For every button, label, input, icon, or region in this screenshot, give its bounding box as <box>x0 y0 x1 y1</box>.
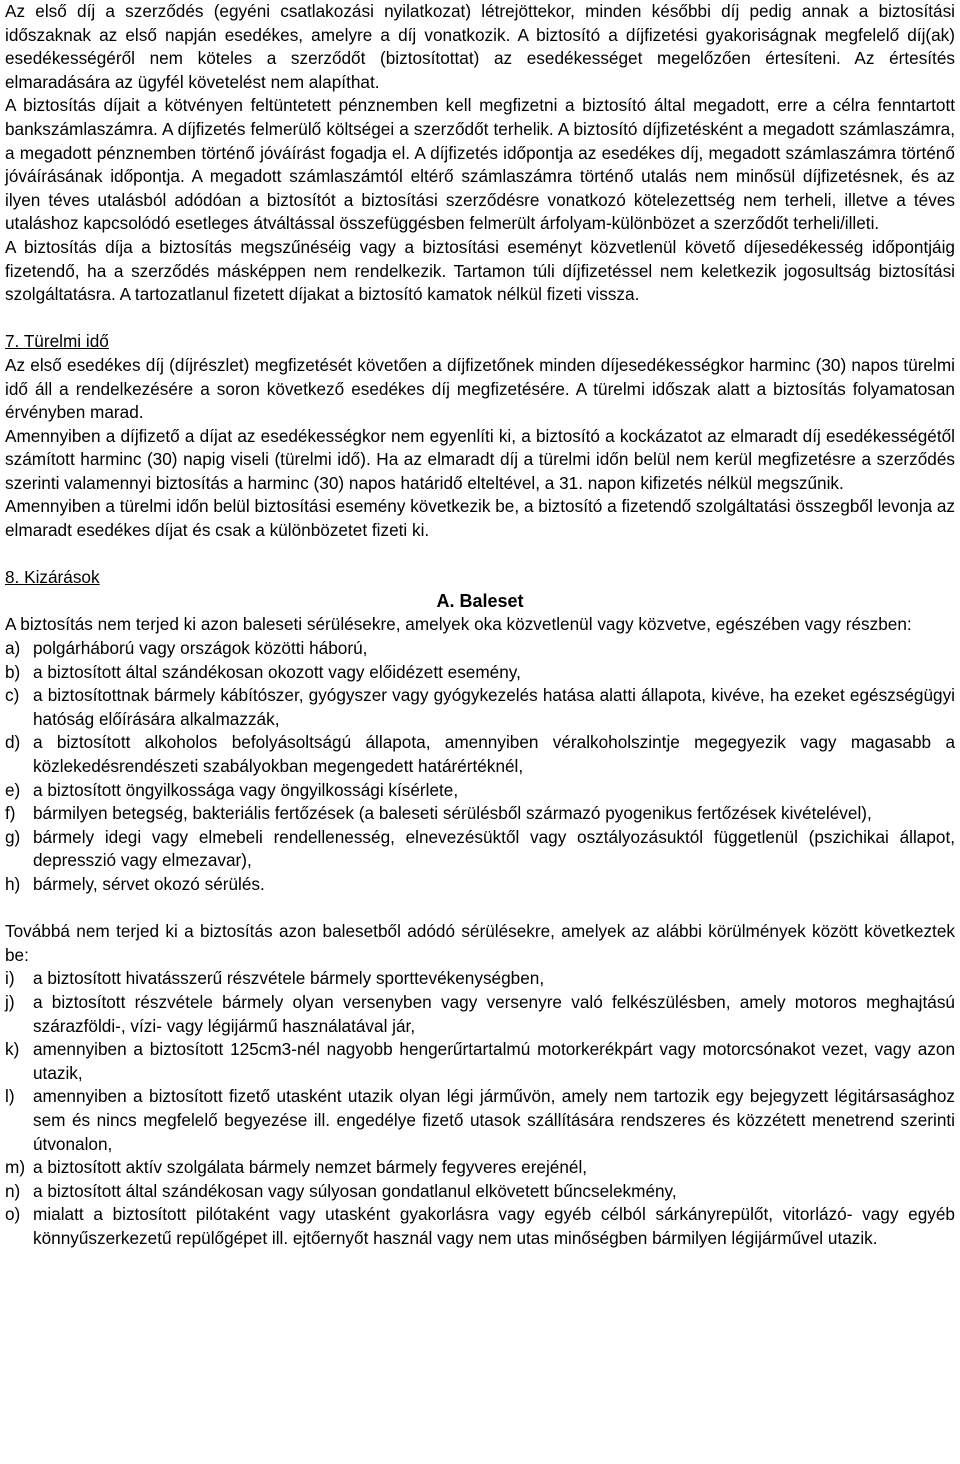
section-title: Türelmi idő <box>23 331 109 352</box>
payment-paragraph-3: A biztosítás díja a biztosítás megszűnéséig vagy a biztosítási eseményt közvetlenül követő díjesedékesség időpontjáig fizetendő, ha a szerződés másképpen nem rendelkezik. Tartamon túli díjfizetéssel nem keletkezik jogosultság biztosítási szolgáltatásra. A tartozatlanul fizetett díjakat a biztosító kamatok nélkül fizeti vissza. <box>5 236 955 305</box>
list-item-text: a biztosított hivatásszerű részvétele bármely sporttevékenységben, <box>33 968 545 989</box>
grace-paragraph-1: Az első esedékes díj (díjrészlet) megfizetését követően a díjfizetőnek minden díjesedékességkor harminc (30) napos türelmi idő áll a rendelkezésére a soron következő esedékes díj megfizetésére. A türelmi időszak alatt a biztosítás folyamatosan érvényben marad. <box>5 354 955 423</box>
list-item <box>5 991 955 1038</box>
exclusion-list-1 <box>5 637 955 897</box>
grace-paragraph-2: Amennyiben a díjfizető a díjat az esedékességkor nem egyenlíti ki, a biztosító a kockázatot az elmaradt díj esedékességétől számított harminc (30) napig viseli (türelmi idő). Ha az elmaradt díj a türelmi időn belül nem kerül megfizetésre a szerződés szerinti valamennyi biztosítás a harminc (30) napos határidő elteltével, a 31. napon kifizetés nélkül megszűnik. <box>5 425 955 493</box>
list-item <box>5 802 955 826</box>
section-heading-grace-text <box>5 331 109 351</box>
list-marker: k) <box>5 1039 20 1060</box>
payment-paragraph-1: Az első díj a szerződés (egyéni csatlakozási nyilatkozat) létrejöttekor, minden későbbi díj pedig annak a biztosítási időszaknak az első napján esedékes, amelyre a díj vonatkozik. A biztosító a díjfizetési gyakoriságnak megfelelő díj(ak) esedékességéről nem köteles a szerződőt (biztosítottat) az esedékességet megelőzően értesíteni. Az értesítés elmaradására az ügyfél követelést nem alapíthat. <box>5 1 955 92</box>
section-number: 8. <box>5 567 20 588</box>
exclusion-list-2 <box>5 967 955 1250</box>
list-item-text: a biztosított alkoholos befolyásoltságú állapota, amennyiben véralkoholszintje megegyezik vagy magasabb a közlekedésrendészeti szabályokban megengedett határértéknél, <box>33 732 955 776</box>
list-marker: f) <box>5 803 16 824</box>
spacer <box>5 307 955 331</box>
list-marker: g) <box>5 826 21 847</box>
grace-paragraph-3: Amennyiben a türelmi időn belül biztosítási esemény következik be, a biztosító a fizetendő szolgáltatási összegből levonja az elmaradt esedékes díjat és csak a különbözetet fizeti ki. <box>5 496 955 541</box>
list-item-text: amennyiben a biztosított fizető utasként utazik olyan légi járművön, amely nem tartozik egy bejegyzett légitársasághoz sem és nincs megfelelő begyezése ill. engedélye fizető utasok szállítására rendszeres és közzétett menetrend szerinti útvonalon, <box>33 1086 955 1154</box>
section-number: 7. <box>5 331 20 352</box>
list-marker: e) <box>5 779 21 800</box>
list-marker: j) <box>5 991 15 1012</box>
list-item <box>5 967 955 991</box>
section-heading-exclusions-text <box>5 567 100 587</box>
list-item-text: a biztosított részvétele bármely olyan versenyben vagy versenyre való felkészülésben, amely motoros meghajtású szárazföldi-, vízi- vagy légijármű használatával jár, <box>33 991 955 1036</box>
list-marker: o) <box>5 1204 21 1225</box>
list-marker: d) <box>5 732 21 753</box>
list-item-text: a biztosított által szándékosan vagy súlyosan gondatlanul elkövetett bűncselekmény, <box>33 1180 677 1201</box>
payment-paragraph-2: A biztosítás díjait a kötvényen feltüntetett pénznemben kell megfizetni a biztosító által megadott, erre a célra fenntartott bankszámlaszámra. A díjfizetés felmerülő költségei a szerződőt terhelik. A biztosító díjfizetésként a megadott számlaszámra, a megadott pénznemben történő jóváírást fogadja el. A díjfizetés időpontja az esedékes díj, megadott számlaszámra történő jóváírásának időpontja. A megadott számlaszámtól eltérő számlaszámra történő utalás nem minősül díjfizetésnek, és az ilyen téves utalásból adódóan a biztosítót a biztosítási szerződésre vonatkozó kötelezettség nem terheli, illetve a téves utaláshoz kapcsolódó esetleges átváltással összefüggésben felmerült árfolyam-különbözet a szerződőt terheli/illeti. <box>5 95 955 234</box>
list-marker: h) <box>5 873 21 894</box>
list-marker: a) <box>5 638 21 659</box>
section-heading-exclusions <box>5 566 955 590</box>
list-marker: i) <box>5 968 15 989</box>
list-marker: m) <box>5 1157 26 1178</box>
list-item-text: bármely, sérvet okozó sérülés. <box>33 873 265 894</box>
list-item <box>5 1203 955 1250</box>
list-item-text: a biztosított aktív szolgálata bármely nemzet bármely fegyveres erejénél, <box>33 1157 588 1178</box>
list-item <box>5 661 955 685</box>
list-item-text: amennyiben a biztosított 125cm3-nél nagyobb hengerűrtartalmú motorkerékpárt vagy motorcsónakot vezet, vagy azon utazik, <box>33 1039 955 1083</box>
list-item-text: a biztosítottnak bármely kábítószer, gyógyszer vagy gyógykezelés hatása alatti állapota, kivéve, ha ezeket egészségügyi hatóság előírására alkalmazzák, <box>33 685 955 729</box>
list-item-text: bármilyen betegség, bakteriális fertőzések (a baleseti sérülésből származó pyogenikus fertőzések kivételével), <box>33 803 872 824</box>
list-item <box>5 1156 955 1180</box>
section-heading-grace <box>5 330 955 354</box>
subsection-heading: A. Baleset <box>436 590 524 611</box>
list-marker: n) <box>5 1180 21 1201</box>
list-item <box>5 1038 955 1085</box>
list-item <box>5 1085 955 1156</box>
list-marker: l) <box>5 1086 15 1107</box>
exclusions-intro-2: Továbbá nem terjed ki a biztosítás azon balesetből adódó sérülésekre, amelyek az alábbi körülmények között következtek be: <box>5 921 955 965</box>
list-marker: c) <box>5 685 20 706</box>
list-item-text: a biztosított által szándékosan okozott vagy előidézett esemény, <box>33 661 521 682</box>
list-item <box>5 779 955 803</box>
list-item-text: bármely idegi vagy elmebeli rendellenesség, elnevezésüktől vagy osztályozásuktól függetlenül (pszichikai állapot, depresszió vagy elmezavar), <box>33 826 955 871</box>
exclusions-intro: A biztosítás nem terjed ki azon baleseti sérülésekre, amelyek oka közvetlenül vagy közvetve, egészében vagy részben: <box>5 614 912 635</box>
spacer <box>5 543 955 567</box>
list-item-text: a biztosított öngyilkossága vagy öngyilkossági kísérlete, <box>33 779 459 800</box>
list-item <box>5 637 955 661</box>
list-item-text: mialatt a biztosított pilótaként vagy utasként gyakorlásra vagy egyéb célból sárkányrepülőt, vitorlázó- vagy egyéb könnyűszerkezetű repülőgépet ill. ejtőernyőt használ vagy nem utas minőségben bármilyen légijárművel utazik. <box>33 1204 955 1248</box>
list-item <box>5 826 955 873</box>
list-marker: b) <box>5 661 21 682</box>
list-item <box>5 1180 955 1204</box>
list-item <box>5 731 955 778</box>
list-item <box>5 873 955 897</box>
spacer <box>5 897 955 921</box>
list-item-text: polgárháború vagy országok közötti háború, <box>33 638 368 659</box>
list-item <box>5 684 955 731</box>
section-title: Kizárások <box>24 567 100 588</box>
